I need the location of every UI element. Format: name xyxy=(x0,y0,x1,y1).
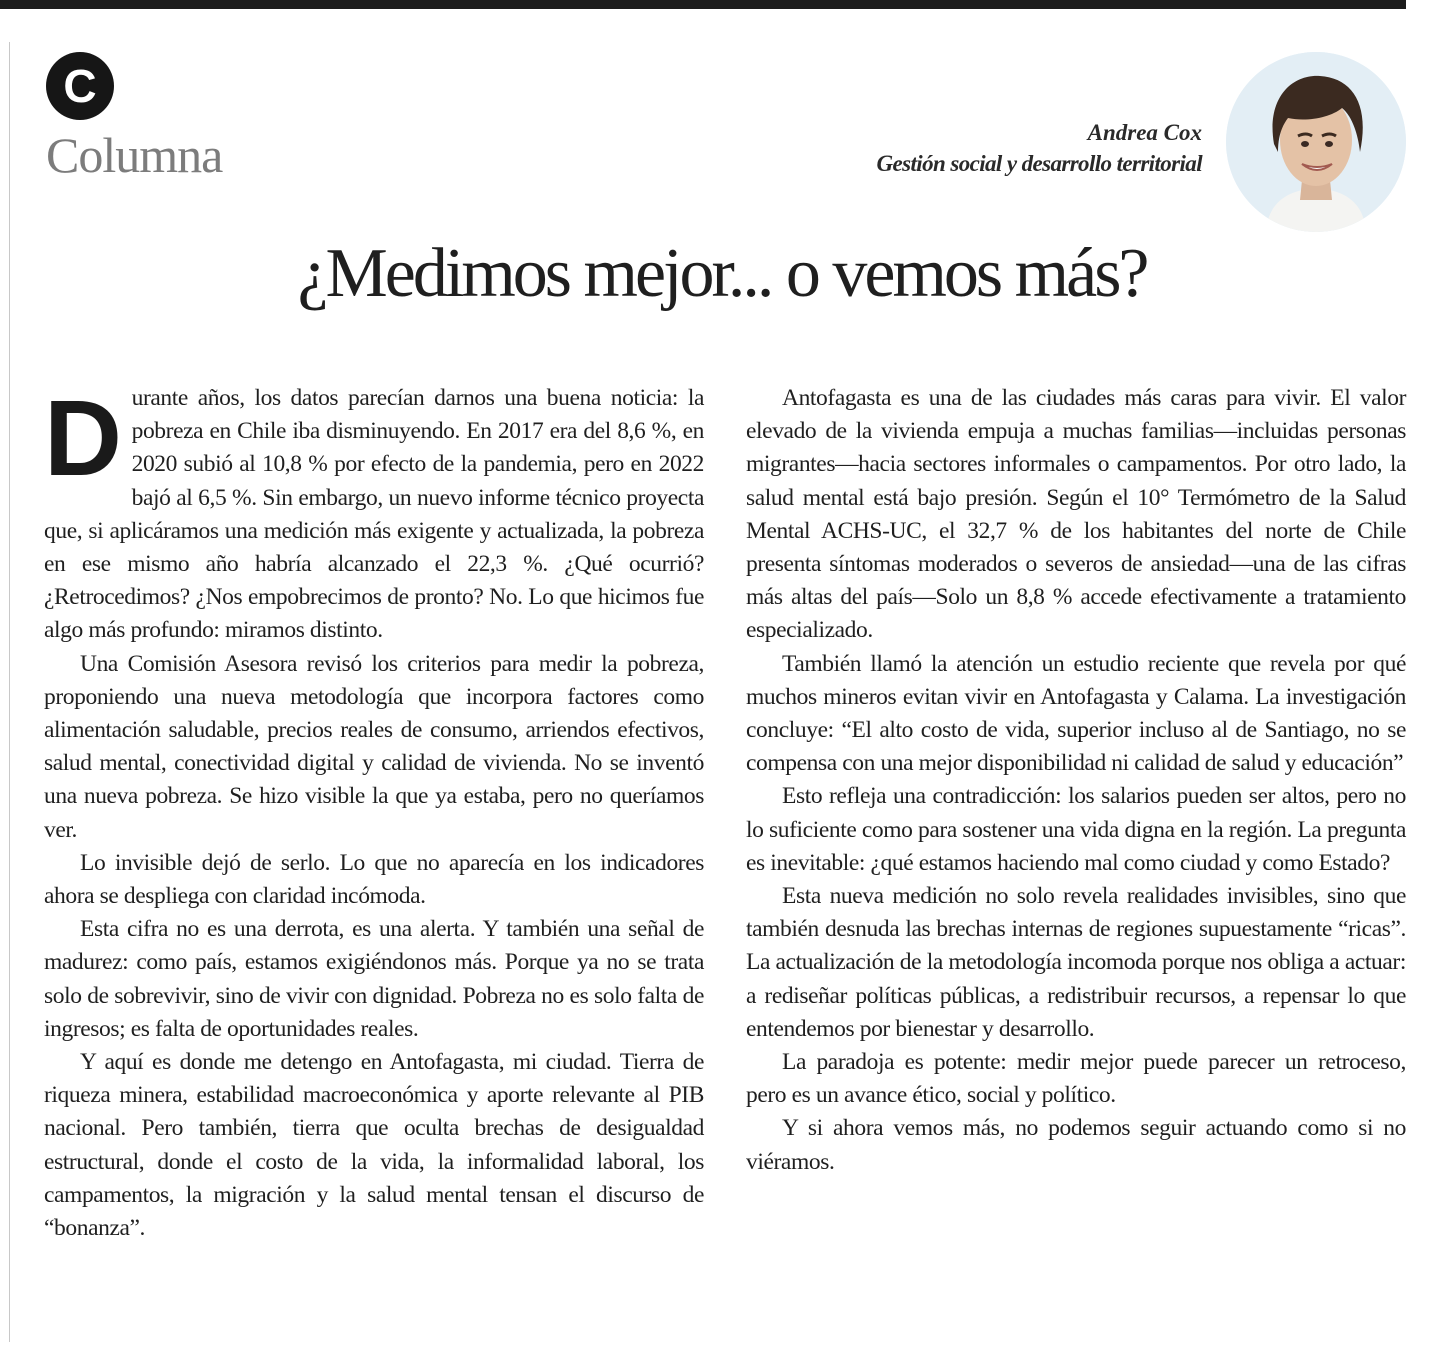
article-column-right xyxy=(746,382,1406,1179)
article-paragraph: También llamó la atención un estudio reciente que revela por qué muchos mineros evitan vivir en Antofagasta y Calama. La investigación concluye: “El alto costo de vida, superior incluso al de Santiago, no se compensa con una mejor disponibilidad ni calidad de salud y educación” xyxy=(746,650,1406,777)
section-badge xyxy=(46,52,114,120)
author-role: Gestión social y desarrollo territorial xyxy=(876,151,1202,176)
article-paragraph: Esto refleja una contradicción: los salarios pueden ser altos, pero no lo suficiente como para sostener una vida digna en la región. La pregunta es inevitable: ¿qué estamos haciendo mal como ciudad y como Estado? xyxy=(746,783,1406,876)
top-border-bar xyxy=(0,0,1406,9)
article-column-left xyxy=(44,377,704,1245)
article-paragraph: Y si ahora vemos más, no podemos seguir actuando como si no viéramos. xyxy=(746,1115,1406,1175)
lead-paragraph-text: urante años, los datos parecían darnos una buena noticia: la pobreza en Chile iba disminuyendo. En 2017 era del 8,6 %, en 2020 subió al 10,8 % por efecto de la pandemia, pero en 2022 bajó al 6,5 %. Sin embargo, un nuevo informe técnico proyecta que, si aplicáramos una medición más exigente y actualizada, la pobreza en ese mismo año habría alcanzado el 22,3 %. ¿Qué ocurrió? ¿Retrocedimos? ¿Nos empobrecimos de pronto? No. Lo que hicimos fue algo más profundo: miramos distinto. xyxy=(44,385,704,644)
author-block xyxy=(877,118,1202,180)
lead-paragraph xyxy=(44,377,704,648)
section-badge-letter: C xyxy=(63,60,97,112)
article-paragraph: Lo invisible dejó de serlo. Lo que no aparecía en los indicadores ahora se despliega con claridad incómoda. xyxy=(44,849,704,910)
author-portrait-icon xyxy=(1226,52,1406,232)
article-paragraph: Esta nueva medición no solo revela realidades invisibles, sino que también desnuda las brechas internas de regiones supuestamente “ricas”. La actualización de la metodología incomoda porque nos obliga a actuar: a rediseñar políticas públicas, a redistribuir recursos, a repensar lo que entendemos por bienestar y desarrollo. xyxy=(746,883,1406,1042)
article-paragraph: Esta cifra no es una derrota, es una alerta. Y también una señal de madurez: como país, estamos exigiéndonos más. Porque ya no se trata solo de sobrevivir, sino de vivir con dignidad. Pobreza no es solo falta de ingresos; es falta de oportunidades reales. xyxy=(44,916,704,1042)
article-headline: ¿Medimos mejor... o vemos más? xyxy=(297,235,1147,312)
article-paragraph: La paradoja es potente: medir mejor puede parecer un retroceso, pero es un avance ético, social y político. xyxy=(746,1049,1406,1109)
article-paragraph: Una Comisión Asesora revisó los criterios para medir la pobreza, proponiendo una nueva metodología que incorpora factores como alimentación saludable, precios reales de consumo, arriendos efectivos, salud mental, conectividad digital y calidad de vivienda. No se inventó una nueva pobreza. Se hizo visible la que ya estaba, pero no queríamos ver. xyxy=(44,650,704,843)
author-name: Andrea Cox xyxy=(1087,120,1202,145)
article-paragraph: Antofagasta es una de las ciudades más caras para vivir. El valor elevado de la vivienda empuja a muchas familias—incluidas personas migrantes—hacia sectores informales o campamentos. Por otro lado, la salud mental está bajo presión. Según el 10° Termómetro de la Salud Mental ACHS-UC, el 32,7 % de los habitantes del norte de Chile presenta síntomas moderados o severos de ansiedad—una de las cifras más altas del país—Solo un 8,8 % accede efectivamente a tratamiento especializado. xyxy=(746,385,1406,644)
drop-cap: D xyxy=(44,377,122,498)
article-paragraph: Y aquí es donde me detengo en Antofagasta, mi ciudad. Tierra de riqueza minera, estabilidad macroeconómica y aporte relevante al PIB nacional. Pero también, tierra que oculta brechas de desigualdad estructural, donde el costo de la vida, la informalidad laboral, los campamentos, la migración y la salud mental tensan el discurso de “bonanza”. xyxy=(44,1049,704,1242)
section-label: Columna xyxy=(46,127,223,183)
